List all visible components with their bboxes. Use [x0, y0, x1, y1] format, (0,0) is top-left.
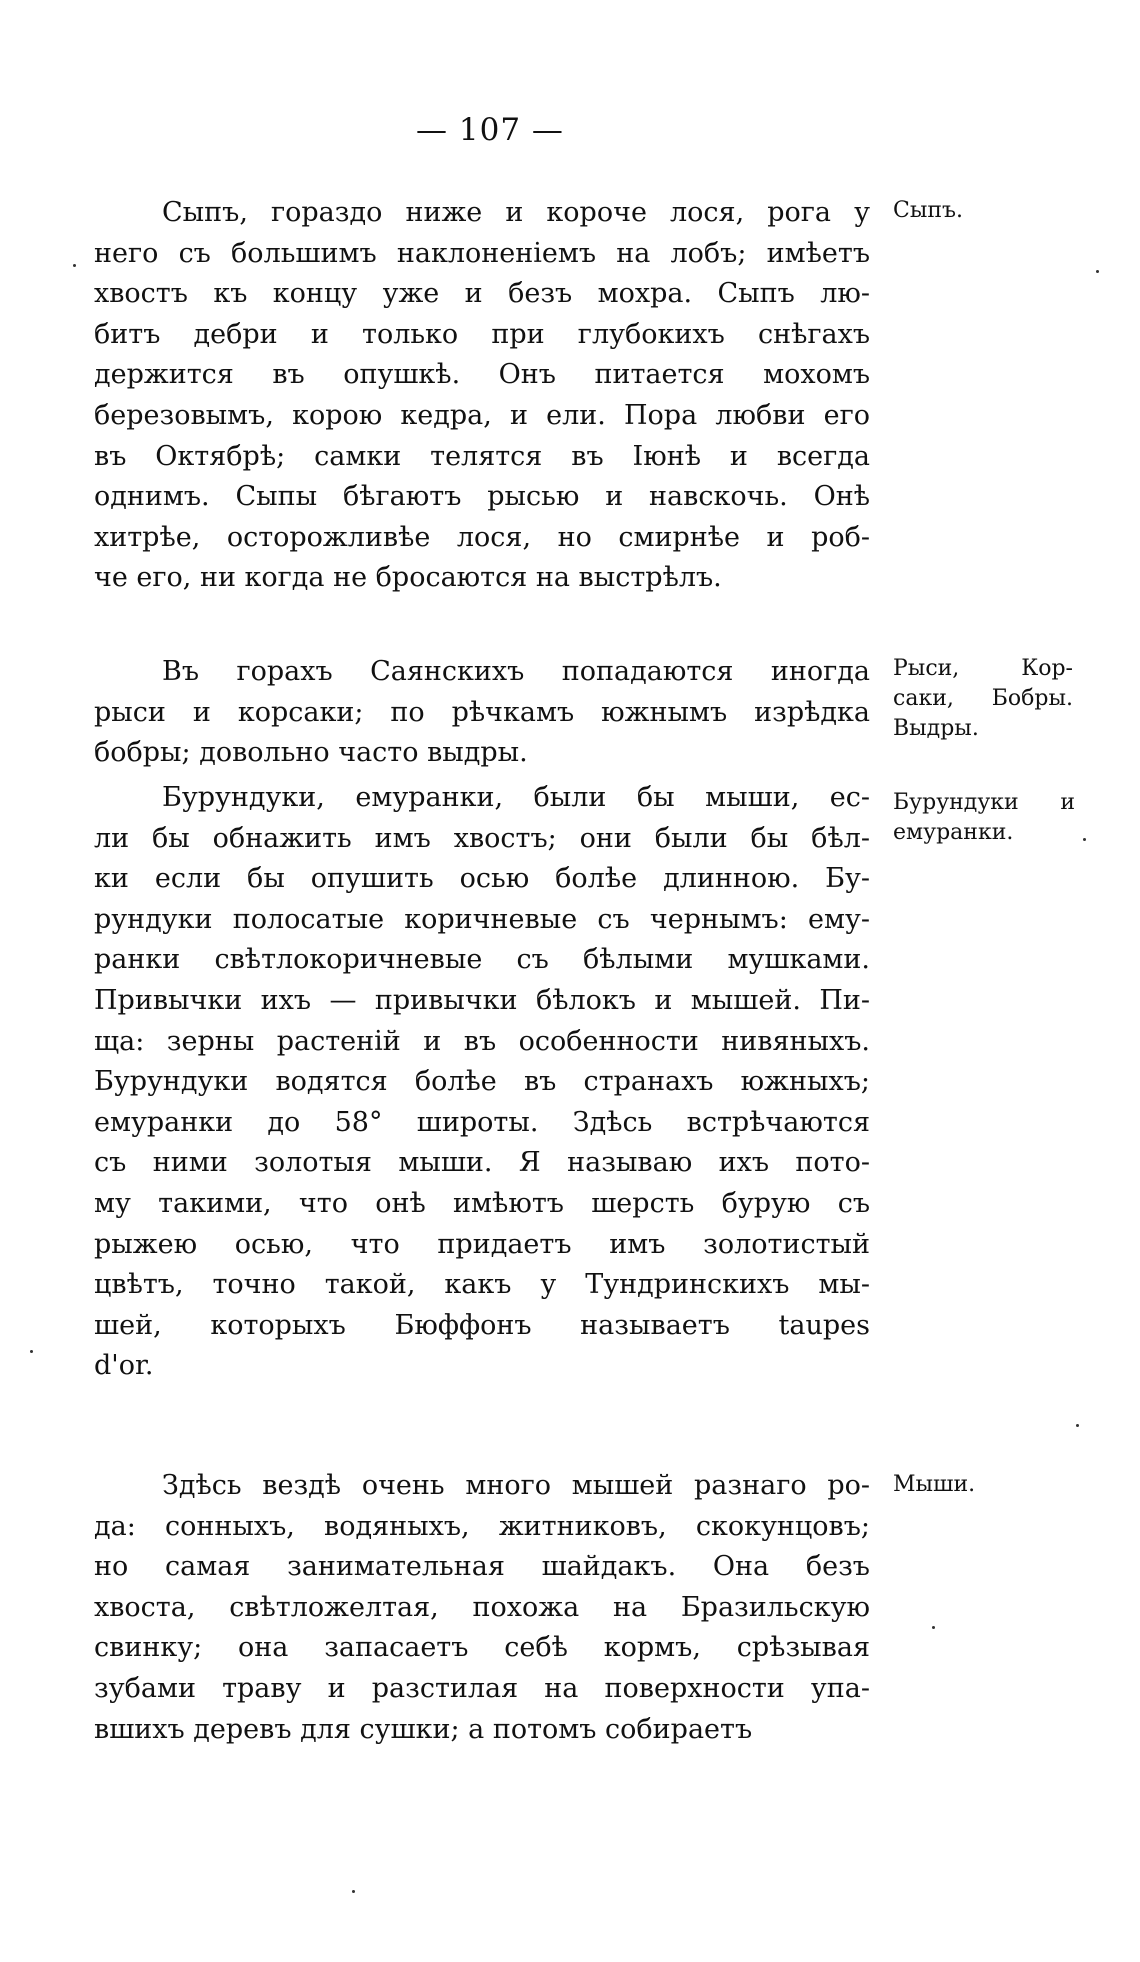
text-line: рыси и корсаки; по рѣчкамъ южнымъ изрѣдка [94, 696, 870, 728]
text-line: вшихъ деревъ для сушки; а потомъ собираетъ [94, 1713, 753, 1745]
text-line: Сыпъ, гораздо ниже и короче лося, рога у [162, 197, 870, 228]
text-line: съ ними золотыя мыши. Я называю ихъ пото- [94, 1147, 870, 1179]
text-line: шей, которыхъ Бюффонъ называетъ taupes [94, 1309, 870, 1341]
text-line: него съ большимъ наклоненіемъ на лобъ; имѣетъ [94, 237, 870, 269]
text-line: Бурундуки водятся болѣе въ странахъ южныхъ; [94, 1066, 870, 1098]
margin-note-line: Бурундуки и [893, 790, 1075, 815]
text-line: Бурундуки, емуранки, были бы мыши, ес- [162, 782, 870, 813]
text-line: да: сонныхъ, водяныхъ, житниковъ, скокунцовъ; [94, 1510, 870, 1542]
margin-note [893, 654, 1073, 744]
text-line: ли бы обнажить имъ хвостъ; они были бы бѣл- [94, 822, 870, 854]
text-line: d'or. [94, 1350, 154, 1382]
scan-speck [1083, 838, 1086, 841]
margin-note [893, 1470, 1079, 1500]
scan-speck [352, 1890, 355, 1893]
text-line: ща: зерны растеній и въ особенности нивяныхъ. [94, 1025, 870, 1057]
margin-note [893, 196, 1079, 226]
text-line: но самая занимательная шайдакъ. Она безъ [94, 1551, 870, 1583]
text-line: Привычки ихъ — привычки бѣлокъ и мышей. Пи- [94, 984, 870, 1016]
text-line: емуранки до 58° широты. Здѣсь встрѣчаются [94, 1106, 870, 1138]
paragraph [94, 652, 870, 774]
text-line: битъ дебри и только при глубокихъ снѣгахъ [94, 318, 870, 350]
text-line: че его, ни когда не бросаются на выстрѣлъ. [94, 562, 722, 594]
text-line: бобры; довольно часто выдры. [94, 737, 528, 769]
margin-note [893, 788, 1075, 848]
text-line: Здѣсь вездѣ очень много мышей разнаго ро- [162, 1470, 870, 1501]
scan-speck [1096, 270, 1099, 273]
paragraph [94, 778, 870, 1387]
margin-note-line: Выдры. [893, 716, 979, 741]
page-number: — 107 — [416, 112, 564, 148]
scan-speck [1076, 1424, 1079, 1427]
paragraph [94, 193, 870, 599]
text-line: хитрѣе, осторожливѣе лося, но смирнѣе и роб- [94, 521, 870, 553]
text-line: хвостъ къ концу уже и безъ мохра. Сыпъ лю- [94, 278, 870, 310]
text-line: цвѣтъ, точно такой, какъ у Тундринскихъ мы- [94, 1269, 870, 1301]
scan-speck [932, 1626, 935, 1629]
margin-note-line: емуранки. [893, 820, 1014, 845]
scan-speck [73, 264, 76, 267]
margin-note-line: Рыси, Кор- [893, 656, 1073, 681]
text-line: ки если бы опушить осью болѣе длинною. Бу- [94, 863, 870, 895]
text-line: Въ горахъ Саянскихъ попадаются иногда [162, 656, 870, 687]
text-line: однимъ. Сыпы бѣгаютъ рысью и навскочь. Онѣ [94, 481, 870, 513]
text-line: му такими, что онѣ имѣютъ шерсть бурую съ [94, 1187, 870, 1219]
paragraph [94, 1466, 870, 1750]
text-line: свинку; она запасаетъ себѣ кормъ, срѣзывая [94, 1632, 870, 1664]
margin-note-line: Мыши. [893, 1472, 976, 1497]
text-line: рундуки полосатые коричневые съ чернымъ: ему- [94, 903, 870, 935]
text-line: зубами траву и разстилая на поверхности упа- [94, 1672, 870, 1704]
text-line: держится въ опушкѣ. Онъ питается мохомъ [94, 359, 870, 391]
scan-speck [30, 1350, 33, 1353]
text-line: березовымъ, корою кедра, и ели. Пора любви его [94, 399, 870, 431]
text-line: въ Октябрѣ; самки телятся въ Іюнѣ и всегда [94, 440, 870, 472]
text-line: ранки свѣтлокоричневые съ бѣлыми мушками. [94, 944, 870, 976]
text-line: рыжею осью, что придаетъ имъ золотистый [94, 1228, 870, 1260]
margin-note-line: саки, Бобры. [893, 686, 1073, 711]
text-line: хвоста, свѣтложелтая, похожа на Бразильскую [94, 1591, 870, 1623]
margin-note-line: Сыпъ. [893, 198, 963, 223]
